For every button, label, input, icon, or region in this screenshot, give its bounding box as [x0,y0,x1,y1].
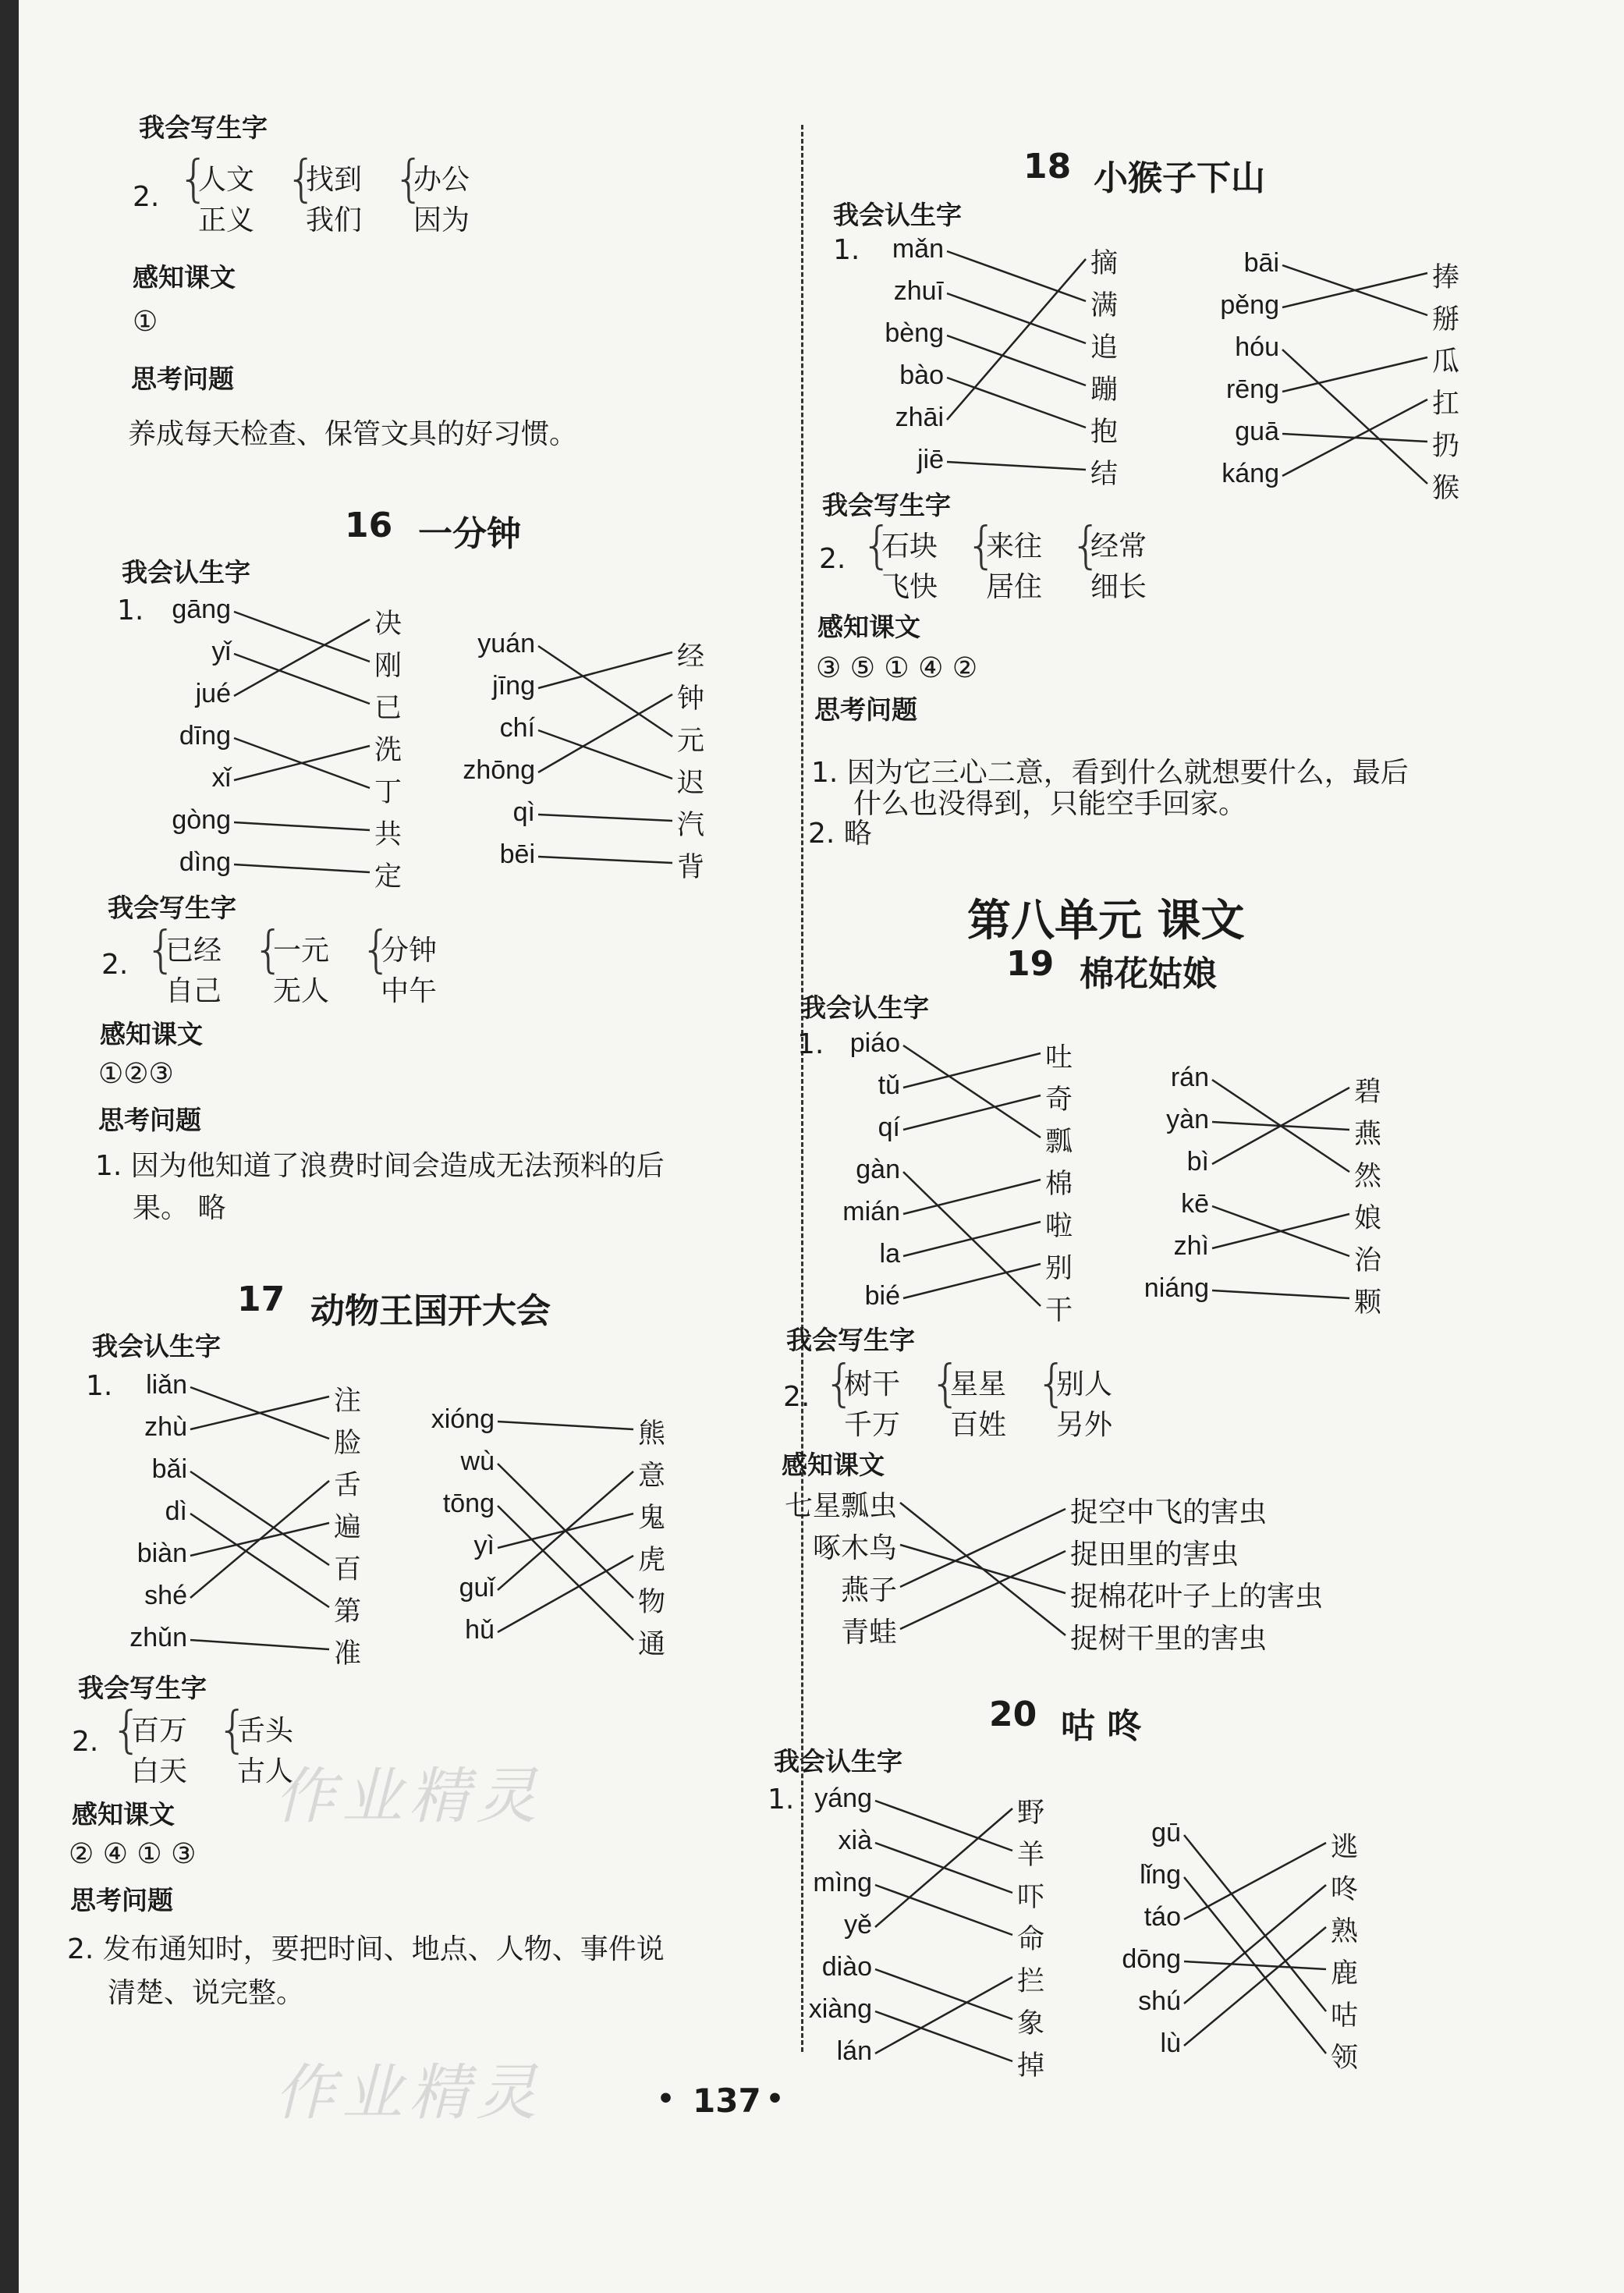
char-item: 拦 [1017,1966,1045,1997]
pinyin-item: rán [1170,1063,1209,1092]
answer-text: ① [133,306,158,338]
match-line [1184,1961,1326,1969]
item-number: 1. [117,595,144,626]
pinyin-item: tōng [442,1489,495,1518]
pinyin-item: bié [864,1281,900,1311]
pinyin-item: gū [1151,1818,1181,1848]
item-number: 1. [768,1784,795,1816]
page-number: 137 [693,2082,761,2120]
pinyin-item: bào [899,360,944,390]
pinyin-item: xǐ [211,763,231,793]
write-word: 另外 [1056,1409,1113,1441]
pinyin-item: rēng [1225,374,1279,404]
char-item: 定 [374,861,402,893]
section-heading: 我会写生字 [822,490,951,520]
match-line [875,2011,1012,2061]
char-item: 吓 [1017,1882,1045,1913]
char-item: 元 [677,726,705,757]
char-item: 咕 [1331,2000,1359,2032]
section-heading: 我会认生字 [833,200,962,230]
pinyin-item: la [879,1239,900,1269]
lesson-title: 棉花姑娘 [1080,954,1217,994]
match-line [1212,1290,1349,1298]
pinyin-item: zhù [144,1412,187,1442]
char-item: 象 [1017,2008,1045,2039]
pinyin-item: qì [512,797,535,827]
pinyin-item: zhōng [463,755,535,785]
answer-text: ③ ⑤ ① ④ ② [816,652,978,684]
pinyin-item: bēi [499,839,535,869]
lesson-title: 咕 咚 [1061,1706,1142,1746]
lesson-number: 17 [237,1280,285,1319]
section-heading: 感知课文 [782,1450,885,1480]
match-line [538,646,672,737]
brace: { [1070,517,1102,575]
section-heading: 思考问题 [814,694,917,725]
match-line [903,1180,1041,1214]
char-item: 熟 [1331,1916,1359,1947]
pinyin-item: chí [499,713,535,743]
match-line [538,652,672,688]
section-heading: 我会认生字 [122,557,250,587]
pinyin-item: táo [1144,1902,1181,1932]
brace: { [360,921,392,979]
section-heading: 我会写生字 [108,893,236,923]
write-word: 人文 [198,164,255,196]
brace: { [1036,1355,1068,1413]
match-line [234,746,370,780]
match-right-item: 捉棉花叶子上的害虫 [1070,1581,1324,1613]
char-item: 注 [334,1386,362,1417]
match-line [875,1977,1012,2053]
char-item: 通 [638,1629,666,1660]
char-item: 啦 [1045,1211,1073,1242]
section-heading: 感知课文 [133,262,236,293]
char-item: 丁 [374,777,402,808]
write-word: 经常 [1090,531,1147,563]
char-item: 遍 [334,1512,362,1543]
char-item: 咚 [1331,1874,1359,1905]
write-word: 树干 [844,1368,901,1400]
match-right-item: 捉树干里的害虫 [1070,1623,1268,1655]
match-line [903,1264,1041,1298]
pinyin-item: dìng [179,847,231,877]
answer-text: 果。 略 [133,1192,226,1224]
brace: { [178,151,210,208]
match-line [900,1509,1066,1587]
section-heading: 思考问题 [98,1105,201,1135]
pinyin-item: dīng [179,721,231,751]
char-item: 百 [334,1554,362,1585]
match-line [1282,273,1427,307]
char-item: 已 [374,693,402,724]
write-word: 百万 [131,1715,188,1747]
match-line [234,612,370,662]
pinyin-item: wù [460,1446,495,1476]
write-word: 已经 [165,935,222,967]
char-item: 结 [1090,459,1119,490]
char-item: 虎 [638,1545,666,1576]
char-item: 羊 [1017,1840,1045,1871]
match-line [190,1481,329,1598]
pinyin-item: zhuī [893,276,944,306]
pinyin-item: jiē [917,445,944,474]
char-item: 治 [1354,1245,1382,1276]
pinyin-item: xióng [431,1404,495,1434]
write-word: 居住 [986,571,1043,603]
pinyin-item: mìng [813,1868,872,1897]
pinyin-item: shú [1138,1986,1181,2016]
pinyin-item: lán [836,2036,872,2066]
lesson-title: 动物王国开大会 [310,1291,551,1331]
pinyin-item: tǔ [878,1070,900,1100]
pinyin-item: jīng [492,671,535,701]
answer-text: 1. 因为它三心二意，看到什么就想要什么，最后 [811,757,1409,789]
char-item: 共 [374,819,402,850]
pinyin-item: zhāi [895,403,944,432]
match-line [234,619,370,696]
write-word: 白天 [131,1755,188,1787]
char-item: 然 [1354,1161,1382,1192]
char-item: 迟 [677,768,705,799]
lesson-number: 20 [989,1695,1037,1734]
char-item: 捧 [1432,262,1460,293]
write-word: 来往 [986,531,1043,563]
match-line [947,378,1086,428]
char-item: 别 [1045,1253,1073,1284]
char-item: 扛 [1432,389,1460,420]
section-heading: 思考问题 [70,1885,173,1915]
pinyin-item: yàn [1166,1105,1209,1134]
brace: { [861,517,893,575]
write-word: 自己 [165,975,222,1007]
pinyin-item: hóu [1235,332,1279,362]
pinyin-item: guā [1235,417,1279,446]
char-item: 瓢 [1045,1127,1073,1158]
write-word: 千万 [844,1409,901,1441]
match-line [875,1969,1012,2019]
match-line [1212,1088,1349,1164]
brace: { [217,1702,249,1759]
char-item: 背 [677,852,705,883]
brace: { [824,1355,856,1413]
match-line [234,654,370,704]
answer-text: ①②③ [98,1058,174,1090]
pinyin-item: yě [844,1910,872,1940]
answer-text: 养成每天检查、保管文具的好习惯。 [128,418,578,450]
match-line [1184,1843,1326,1919]
char-item: 物 [638,1587,666,1618]
char-item: 命 [1017,1924,1045,1955]
lesson-number: 19 [1006,944,1055,984]
pinyin-item: zhì [1173,1231,1209,1261]
brace: { [145,921,177,979]
watermark: 作业精灵 [275,2058,544,2128]
char-item: 抱 [1090,417,1119,448]
brace: { [393,151,425,208]
char-item: 碧 [1354,1077,1382,1108]
char-item: 洗 [374,735,402,766]
match-right-item: 捉空中飞的害虫 [1070,1496,1268,1528]
char-item: 奇 [1045,1084,1073,1116]
char-item: 追 [1090,332,1119,364]
pinyin-item: xià [838,1826,872,1855]
char-item: 第 [334,1596,362,1627]
answer-text: 2. 发布通知时，要把时间、地点、人物、事件说 [67,1933,665,1965]
item-number: 2. [783,1381,810,1413]
pinyin-item: lǐng [1140,1860,1181,1890]
pinyin-item: hǔ [465,1615,495,1645]
pinyin-item: zhǔn [129,1623,187,1652]
section-heading: 感知课文 [100,1019,203,1049]
match-line [900,1545,1066,1593]
char-item: 颗 [1354,1287,1382,1319]
brace: { [253,921,285,979]
unit-title: 第八单元 课文 [967,896,1245,946]
match-left-item: 燕子 [840,1574,897,1606]
section-heading: 我会写生字 [139,112,268,143]
char-item: 钟 [677,683,705,715]
char-item: 鬼 [638,1503,666,1534]
match-line [538,694,672,772]
item-number: 1. [86,1370,113,1402]
page-bullet: • [657,2083,675,2115]
section-heading: 我会写生字 [78,1673,207,1703]
write-word: 古人 [237,1755,294,1787]
page-bullet: • [766,2083,785,2115]
pinyin-item: dōng [1122,1944,1181,1974]
section-heading: 思考问题 [131,364,234,394]
pinyin-item: lù [1160,2029,1181,2058]
char-item: 意 [638,1461,666,1492]
char-item: 舌 [334,1470,362,1501]
match-line [900,1551,1066,1629]
char-item: 逃 [1331,1832,1359,1863]
pinyin-item: dì [165,1496,187,1526]
pinyin-item: yáng [814,1784,872,1813]
section-heading: 感知课文 [817,612,920,642]
section-heading: 我会认生字 [800,992,929,1023]
match-line [903,1222,1041,1256]
answer-text: ② ④ ① ③ [69,1838,197,1870]
match-left-item: 啄木鸟 [812,1532,897,1564]
pinyin-item: gòng [172,805,231,835]
answer-text: 清楚、说完整。 [108,1977,305,2009]
item-number: 2. [72,1726,99,1758]
match-line [538,857,672,863]
item-number: 1. [833,234,860,266]
char-item: 准 [334,1638,362,1670]
write-word: 细长 [1090,571,1147,603]
char-item: 棉 [1045,1169,1073,1200]
lesson-title: 小猴子下山 [1094,158,1265,198]
char-item: 吐 [1045,1042,1073,1074]
answer-text: 2. 略 [808,818,872,850]
write-word: 无人 [273,975,330,1007]
write-word: 星星 [950,1368,1007,1400]
pinyin-item: niáng [1144,1273,1209,1303]
char-item: 汽 [677,810,705,841]
pinyin-item: liǎn [146,1370,187,1400]
lesson-number: 16 [345,506,393,545]
char-item: 经 [677,641,705,673]
char-item: 鹿 [1331,1958,1359,1990]
lesson-title: 一分钟 [418,514,521,554]
match-line [234,822,370,830]
write-word: 分钟 [381,935,438,967]
pinyin-item: yǐ [211,637,231,666]
pinyin-item: piáo [849,1028,900,1058]
pinyin-item: shé [144,1581,187,1610]
write-word: 石块 [881,531,938,563]
match-line [1282,357,1427,392]
write-word: 百姓 [950,1409,1007,1441]
match-line [498,1422,633,1429]
pinyin-item: bāi [1243,248,1279,278]
match-line [947,293,1086,343]
section-heading: 感知课文 [72,1799,175,1830]
item-number: 2. [819,543,846,575]
pinyin-item: biàn [137,1539,187,1568]
char-item: 刚 [374,651,402,682]
char-item: 掰 [1432,304,1460,335]
match-right-item: 捉田里的害虫 [1070,1539,1239,1571]
write-word: 正义 [198,204,255,236]
match-line [190,1397,329,1429]
char-item: 蹦 [1090,374,1119,406]
pinyin-item: jué [195,679,231,708]
pinyin-item: guǐ [459,1573,495,1603]
match-line [538,815,672,821]
write-word: 因为 [413,204,470,236]
char-item: 掉 [1017,2050,1045,2082]
write-word: 办公 [413,164,470,196]
write-word: 中午 [381,975,438,1007]
brace: { [930,1355,962,1413]
pinyin-item: bǎi [151,1454,187,1484]
pinyin-item: yì [473,1531,495,1560]
pinyin-item: bèng [885,318,944,348]
char-item: 扔 [1432,431,1460,462]
pinyin-item: xiàng [808,1994,872,2024]
char-item: 娘 [1354,1203,1382,1234]
write-word: 我们 [306,204,363,236]
match-line [190,1640,329,1649]
brace: { [285,151,317,208]
write-word: 飞快 [881,571,938,603]
char-item: 领 [1331,2043,1359,2074]
pinyin-item: pěng [1220,290,1279,320]
write-word: 别人 [1056,1368,1113,1400]
pinyin-item: káng [1222,459,1279,488]
char-item: 干 [1045,1295,1073,1326]
pinyin-item: qí [878,1113,900,1142]
section-heading: 我会认生字 [92,1331,221,1361]
answer-text: 1. 因为他知道了浪费时间会造成无法预料的后 [95,1150,665,1182]
write-word: 舌头 [237,1715,294,1747]
write-word: 一元 [273,935,330,967]
item-number: 2. [101,949,129,981]
match-line [947,251,1086,301]
pinyin-item: bì [1186,1147,1209,1177]
answer-text: 什么也没得到，只能空手回家。 [853,788,1247,820]
pinyin-item: gàn [856,1155,900,1184]
pinyin-item: yuán [477,629,535,658]
section-heading: 我会认生字 [774,1746,902,1777]
brace: { [966,517,998,575]
char-item: 满 [1090,290,1119,321]
char-item: 摘 [1090,248,1119,279]
char-item: 野 [1017,1798,1045,1829]
item-number: 1. [797,1028,824,1060]
lesson-number: 18 [1023,147,1072,186]
match-line [947,335,1086,385]
char-item: 猴 [1432,473,1460,504]
match-line [947,259,1086,420]
match-line [1212,1214,1349,1248]
section-heading: 我会写生字 [786,1325,915,1355]
match-line [234,864,370,872]
char-item: 熊 [638,1418,666,1450]
pinyin-item: kē [1181,1189,1209,1219]
char-item: 燕 [1354,1119,1382,1150]
write-word: 找到 [306,164,363,196]
match-left-item: 七星瓢虫 [784,1490,897,1522]
brace: { [111,1702,143,1759]
match-line [538,730,672,779]
pinyin-item: mǎn [892,234,944,264]
pinyin-item: mián [842,1197,900,1226]
char-item: 脸 [334,1428,362,1459]
watermark: 作业精灵 [275,1762,544,1832]
char-item: 决 [374,609,402,640]
match-left-item: 青蛙 [840,1617,897,1649]
pinyin-item: gāng [172,595,231,624]
char-item: 瓜 [1432,346,1460,378]
match-line [947,462,1086,470]
item-number: 2. [133,181,160,213]
pinyin-item: diào [821,1952,872,1982]
